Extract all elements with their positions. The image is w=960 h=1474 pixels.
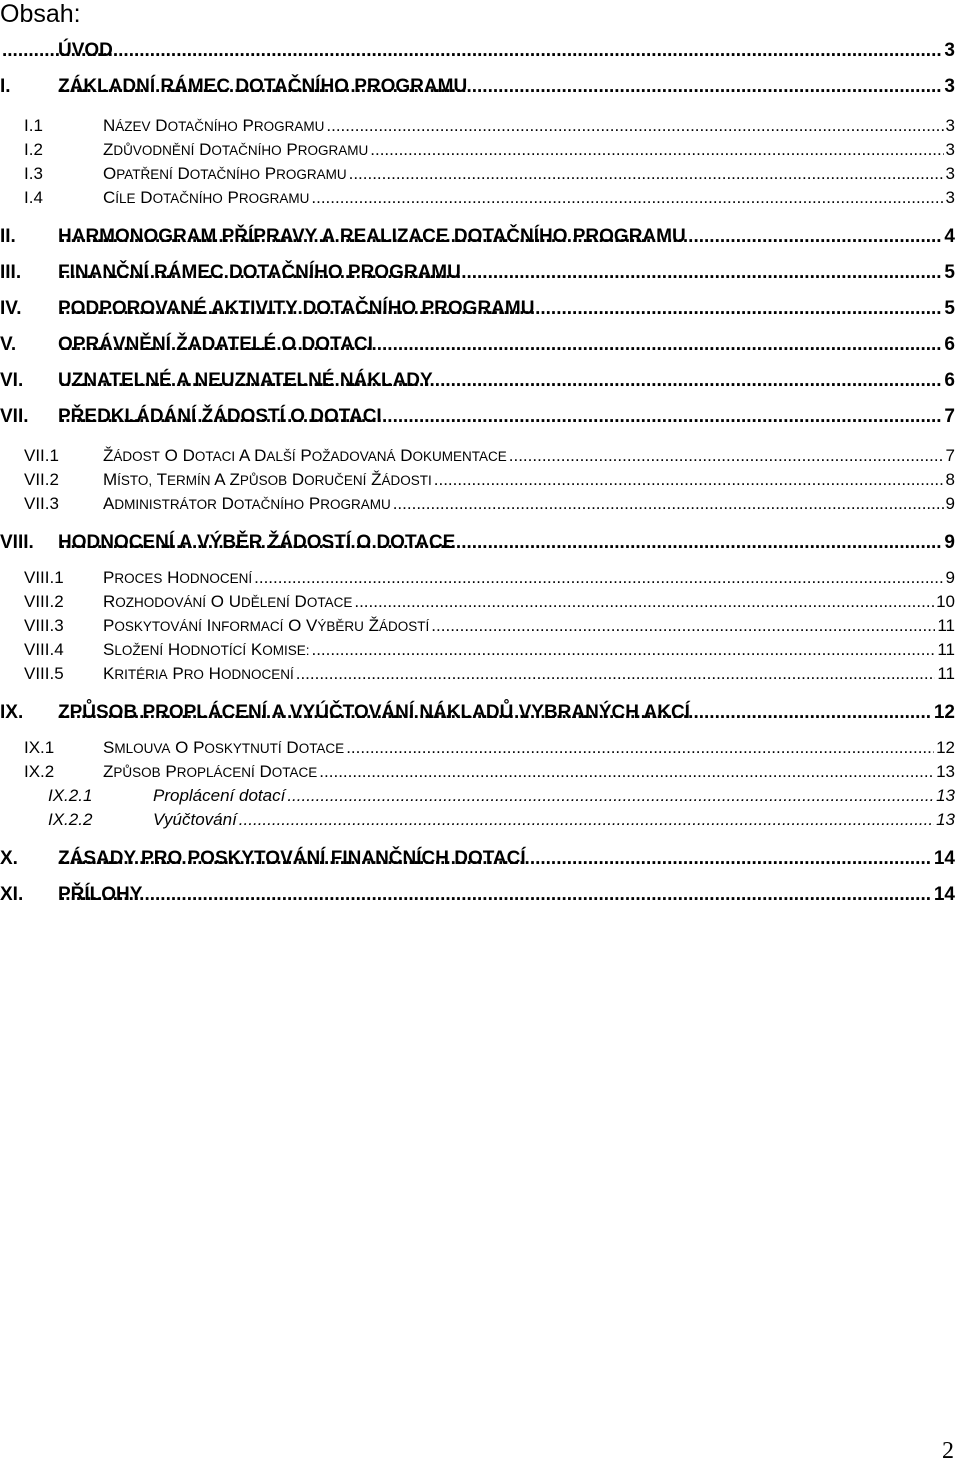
toc-entry[interactable]	[0, 568, 955, 588]
toc-entry-text: PŘÍLOHY	[58, 884, 143, 905]
toc-entry-number: XI.	[0, 884, 24, 905]
toc-entry[interactable]	[0, 664, 955, 684]
toc-entry-number: IV.	[0, 298, 22, 319]
toc-entry-text: HODNOCENÍ A VÝBĚR ŽÁDOSTÍ O DOTACE	[58, 532, 456, 553]
toc-entry-page: 3	[945, 116, 955, 135]
toc-entry-text: NÁZEV DOTAČNÍHO PROGRAMU	[103, 116, 325, 135]
toc-entry[interactable]	[0, 164, 955, 184]
toc-dot-leader	[2, 40, 942, 62]
toc-entry[interactable]	[0, 188, 955, 208]
toc-entry-text: ZDŮVODNĚNÍ DOTAČNÍHO PROGRAMU	[103, 140, 369, 159]
toc-entry[interactable]	[0, 786, 955, 806]
toc-entry-page: 7	[945, 446, 955, 465]
toc-entry-number: V.	[0, 334, 17, 355]
toc-entry[interactable]	[0, 262, 955, 284]
toc-entry-page: 5	[944, 298, 955, 319]
toc-entry-number: VIII.1	[24, 568, 64, 587]
toc-entry-number: VII.1	[24, 446, 59, 465]
toc-entry[interactable]	[0, 298, 955, 320]
toc-entry-page: 3	[945, 140, 955, 159]
toc-entry-page: 10	[936, 592, 955, 611]
toc-entry-text: ÚVOD	[58, 40, 113, 61]
toc-entry-number: VII.	[0, 406, 29, 427]
toc-entry-text: PŘEDKLÁDÁNÍ ŽÁDOSTÍ O DOTACI	[58, 406, 382, 427]
toc-dot-leader	[349, 164, 944, 184]
toc-entry-number: IX.2.1	[48, 786, 93, 805]
toc-dot-leader	[393, 494, 944, 514]
toc-entry-text: HARMONOGRAM PŘÍPRAVY A REALIZACE DOTAČNÍHO PROGRAMU	[58, 226, 686, 247]
toc-entry-page: 14	[933, 848, 955, 869]
toc-entry-page: 7	[944, 406, 955, 427]
toc-entry[interactable]	[0, 370, 955, 392]
toc-entry-page: 12	[936, 738, 955, 757]
toc-entry-text: ADMINISTRÁTOR DOTAČNÍHO PROGRAMU	[103, 494, 391, 513]
toc-entry-text: PROCES HODNOCENÍ	[103, 568, 253, 587]
toc-dot-leader	[346, 738, 934, 758]
toc-entry-number: III.	[0, 262, 22, 283]
toc-entry-text: ZPŮSOB PROPLÁCENÍ A VYÚČTOVÁNÍ NÁKLADŮ VYBRANÝCH AKCÍ	[58, 702, 690, 723]
toc-entry[interactable]	[0, 532, 955, 554]
toc-dot-leader	[311, 188, 943, 208]
toc-entry[interactable]	[0, 470, 955, 490]
toc-entry-page: 3	[945, 188, 955, 207]
toc-entry-number: II.	[0, 226, 16, 247]
toc-entry-text: Proplácení dotací	[153, 786, 286, 805]
toc-entry-number: I.	[0, 76, 11, 97]
toc-dot-leader	[311, 640, 935, 660]
toc-entry-text: KRITÉRIA PRO HODNOCENÍ	[103, 664, 294, 683]
toc-dot-leader	[431, 616, 935, 636]
toc-entry-page: 9	[945, 568, 955, 587]
toc-entry[interactable]	[0, 640, 955, 660]
toc-entry-number: IX.	[0, 702, 24, 723]
toc-entry-text: OPATŘENÍ DOTAČNÍHO PROGRAMU	[103, 164, 347, 183]
toc-entry[interactable]	[0, 592, 955, 612]
toc-dot-leader	[60, 884, 932, 906]
toc-entry[interactable]	[0, 446, 955, 466]
toc-entry-number: VIII.	[0, 532, 34, 553]
toc-entry-page: 8	[945, 470, 955, 489]
toc-entry-page: 11	[937, 640, 955, 659]
toc-entry[interactable]	[0, 762, 955, 782]
toc-entry[interactable]	[0, 140, 955, 160]
toc-entry-number: I.1	[24, 116, 43, 135]
page-number: 2	[942, 1438, 954, 1464]
toc-entry-page: 3	[945, 164, 955, 183]
toc-entry-page: 13	[936, 786, 955, 805]
toc-dot-leader	[296, 664, 936, 684]
toc-entry-text: OPRÁVNĚNÍ ŽADATELÉ O DOTACI	[58, 334, 373, 355]
toc-entry-text: SMLOUVA O POSKYTNUTÍ DOTACE	[103, 738, 345, 757]
toc-entry[interactable]	[0, 226, 955, 248]
toc-entry-number: I.3	[24, 164, 43, 183]
toc-entry[interactable]	[0, 810, 955, 830]
toc-entry-text: UZNATELNÉ A NEUZNATELNÉ NÁKLADY	[58, 370, 433, 391]
toc-dot-leader	[354, 592, 934, 612]
toc-entry[interactable]	[0, 494, 955, 514]
toc-entry-number: VIII.5	[24, 664, 64, 683]
toc-entry-text: ZÁKLADNÍ RÁMEC DOTAČNÍHO PROGRAMU	[58, 76, 468, 97]
toc-entry-text: CÍLE DOTAČNÍHO PROGRAMU	[103, 188, 310, 207]
toc-entry-text: Vyúčtování	[153, 810, 237, 829]
toc-entry[interactable]	[0, 848, 955, 870]
toc-entry-page: 3	[944, 76, 955, 97]
toc-entry-text: SLOŽENÍ HODNOTÍCÍ KOMISE:	[103, 640, 310, 659]
toc-entry-number: VII.3	[24, 494, 59, 513]
toc-entry[interactable]	[0, 616, 955, 636]
toc-entry-text: FINANČNÍ RÁMEC DOTAČNÍHO PROGRAMU	[58, 262, 461, 283]
toc-entry-text: POSKYTOVÁNÍ INFORMACÍ O VÝBĚRU ŽÁDOSTÍ	[103, 616, 430, 635]
toc-dot-leader	[319, 762, 934, 782]
toc-entry[interactable]	[0, 334, 955, 356]
toc-entry-page: 13	[936, 762, 955, 781]
toc-entry-page: 6	[944, 334, 955, 355]
toc-entry[interactable]	[0, 116, 955, 136]
toc-entry-text: MÍSTO, TERMÍN A ZPŮSOB DORUČENÍ ŽÁDOSTI	[103, 470, 432, 489]
toc-entry-page: 13	[936, 810, 955, 829]
toc-entry-number: VIII.3	[24, 616, 64, 635]
toc-dot-leader	[370, 140, 943, 160]
toc-entry[interactable]	[0, 738, 955, 758]
toc-entry[interactable]	[0, 884, 955, 906]
toc-dot-leader	[326, 116, 943, 136]
toc-entry-page: 11	[937, 664, 955, 683]
toc-entry-text: ŽÁDOST O DOTACI A DALŠÍ POŽADOVANÁ DOKUMENTACE	[103, 446, 507, 465]
toc-entry-page: 4	[944, 226, 955, 247]
toc-entry-number: X.	[0, 848, 18, 869]
toc-entry-number: VII.2	[24, 470, 59, 489]
toc-entry-number: I.4	[24, 188, 43, 207]
toc-dot-leader	[254, 568, 943, 588]
toc-entry-number: IX.1	[24, 738, 55, 757]
toc-entry-page: 5	[944, 262, 955, 283]
toc-entry[interactable]	[0, 40, 955, 62]
toc-entry-number: VIII.4	[24, 640, 64, 659]
toc-entry-page: 11	[937, 616, 955, 635]
toc-entry-page: 9	[944, 532, 955, 553]
toc-entry-text: PODPOROVANÉ AKTIVITY DOTAČNÍHO PROGRAMU	[58, 298, 535, 319]
toc-entry-text: ZÁSADY PRO POSKYTOVÁNÍ FINANČNÍCH DOTACÍ	[58, 848, 526, 869]
toc-dot-leader	[239, 810, 934, 830]
toc-entry-number: I.2	[24, 140, 43, 159]
toc-entry-page: 14	[933, 884, 955, 905]
toc-entry-number: IX.2	[24, 762, 55, 781]
toc-entry-number: VI.	[0, 370, 24, 391]
toc-entry-text: ROZHODOVÁNÍ O UDĚLENÍ DOTACE	[103, 592, 353, 611]
toc-title: Obsah:	[0, 0, 81, 28]
toc-entry[interactable]	[0, 702, 955, 724]
toc-entry-page: 6	[944, 370, 955, 391]
toc-dot-leader	[434, 470, 944, 490]
toc-dot-leader	[287, 786, 934, 806]
toc-entry-page: 9	[945, 494, 955, 513]
toc-dot-leader	[509, 446, 944, 466]
toc-entry[interactable]	[0, 76, 955, 98]
toc-entry-text: ZPŮSOB PROPLÁCENÍ DOTACE	[103, 762, 318, 781]
toc-entry-number: IX.2.2	[48, 810, 93, 829]
toc-entry-page: 12	[933, 702, 955, 723]
toc-entry-page: 3	[944, 40, 955, 61]
toc-entry[interactable]	[0, 406, 955, 428]
toc-entry-number: VIII.2	[24, 592, 64, 611]
